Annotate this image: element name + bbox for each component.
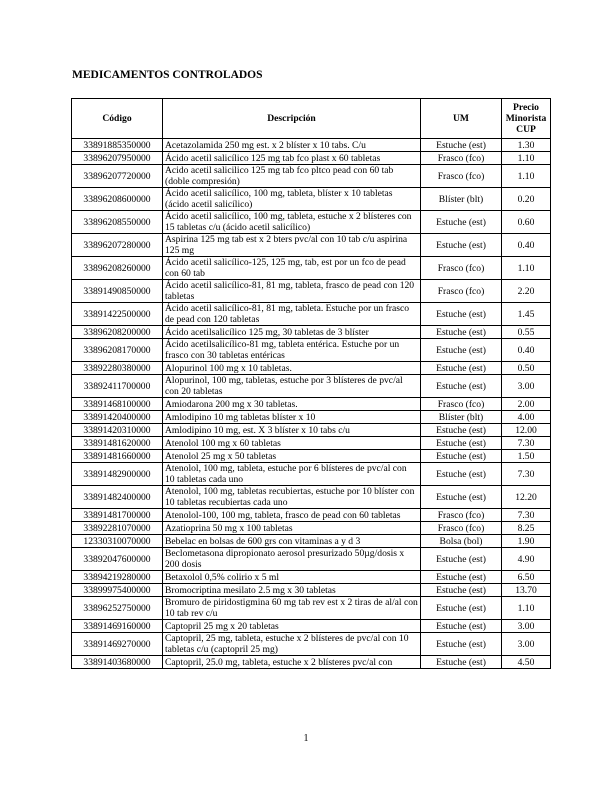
cell-um: Frasco (fco) xyxy=(421,280,502,303)
cell-code: 33892280380000 xyxy=(72,362,163,375)
cell-price: 1.30 xyxy=(502,139,551,152)
header-code: Código xyxy=(72,99,163,139)
table-row xyxy=(72,375,551,398)
cell-um: Estuche (est) xyxy=(421,571,502,584)
table-row xyxy=(72,398,551,411)
table-row xyxy=(72,584,551,597)
cell-um: Frasco (fco) xyxy=(421,257,502,280)
cell-um: Frasco (fco) xyxy=(421,522,502,535)
cell-description: Ácido acetil salicílico 125 mg tab fco plast x 60 tabletas xyxy=(163,152,421,165)
cell-um: Estuche (est) xyxy=(421,597,502,620)
cell-um: Estuche (est) xyxy=(421,139,502,152)
header-description: Descripción xyxy=(163,99,421,139)
table-row xyxy=(72,362,551,375)
cell-description: Amiodarona 200 mg x 30 tabletas. xyxy=(163,398,421,411)
cell-description: Captopril 25 mg x 20 tabletas xyxy=(163,620,421,633)
cell-description: Ácido acetil salicílico, 100 mg, tableta, blíster x 10 tabletas (ácido acetil salicílico) xyxy=(163,188,421,211)
table-row xyxy=(72,257,551,280)
cell-um: Estuche (est) xyxy=(421,362,502,375)
cell-description: Bebelac en bolsas de 600 grs con vitaminas a y d 3 xyxy=(163,535,421,548)
cell-um: Frasco (fco) xyxy=(421,398,502,411)
cell-code: 33891403680000 xyxy=(72,656,163,669)
cell-code: 33891885350000 xyxy=(72,139,163,152)
cell-code: 33891490850000 xyxy=(72,280,163,303)
cell-code: 33891469270000 xyxy=(72,633,163,656)
cell-description: Bromuro de piridostigmina 60 mg tab rev est x 2 tiras de al/al con 10 tab rev c/u xyxy=(163,597,421,620)
cell-um: Estuche (est) xyxy=(421,437,502,450)
cell-um: Estuche (est) xyxy=(421,375,502,398)
cell-code: 33892411700000 xyxy=(72,375,163,398)
cell-code: 33891481660000 xyxy=(72,450,163,463)
cell-um: Estuche (est) xyxy=(421,450,502,463)
table-row xyxy=(72,548,551,571)
cell-price: 12.00 xyxy=(502,424,551,437)
cell-description: Atenolol 25 mg x 50 tabletas xyxy=(163,450,421,463)
cell-description: Acido acetil salicilico 125 mg tab fco pltco pead con 60 tab (doble compresión) xyxy=(163,165,421,188)
cell-code: 33891469160000 xyxy=(72,620,163,633)
table-row xyxy=(72,437,551,450)
cell-price: 7.30 xyxy=(502,463,551,486)
cell-price: 3.00 xyxy=(502,620,551,633)
cell-um: Estuche (est) xyxy=(421,424,502,437)
cell-um: Blíster (blt) xyxy=(421,411,502,424)
cell-um: Blíster (blt) xyxy=(421,188,502,211)
cell-code: 33891422500000 xyxy=(72,303,163,326)
cell-price: 7.30 xyxy=(502,509,551,522)
cell-price: 4.00 xyxy=(502,411,551,424)
cell-price: 3.00 xyxy=(502,633,551,656)
cell-price: 1.10 xyxy=(502,165,551,188)
table-row xyxy=(72,411,551,424)
cell-description: Azatioprina 50 mg x 100 tabletas xyxy=(163,522,421,535)
cell-price: 4.50 xyxy=(502,656,551,669)
cell-description: Atenolol, 100 mg, tableta, estuche por 6 blísteres de pvc/al con 10 tabletas cada uno xyxy=(163,463,421,486)
cell-um: Estuche (est) xyxy=(421,633,502,656)
cell-um: Bolsa (bol) xyxy=(421,535,502,548)
cell-price: 1.90 xyxy=(502,535,551,548)
cell-code: 33896207950000 xyxy=(72,152,163,165)
cell-description: Atenolol, 100 mg, tabletas recubiertas, estuche por 10 blíster con 10 tabletas recubiertas cada uno xyxy=(163,486,421,509)
cell-price: 1.10 xyxy=(502,597,551,620)
table-row xyxy=(72,188,551,211)
cell-code: 33894219280000 xyxy=(72,571,163,584)
cell-code: 33892047600000 xyxy=(72,548,163,571)
table-row xyxy=(72,463,551,486)
cell-um: Estuche (est) xyxy=(421,326,502,339)
table-body xyxy=(72,139,551,669)
cell-um: Estuche (est) xyxy=(421,463,502,486)
cell-price: 1.50 xyxy=(502,450,551,463)
cell-um: Estuche (est) xyxy=(421,486,502,509)
table-row xyxy=(72,656,551,669)
cell-description: Alopurinol, 100 mg, tabletas, estuche por 3 blísteres de pvc/al con 20 tabletas xyxy=(163,375,421,398)
cell-um: Estuche (est) xyxy=(421,211,502,234)
cell-code: 33892281070000 xyxy=(72,522,163,535)
cell-code: 33891420310000 xyxy=(72,424,163,437)
cell-description: Atenolol 100 mg x 60 tabletas xyxy=(163,437,421,450)
cell-description: Aspirina 125 mg tab est x 2 bters pvc/al con 10 tab c/u aspirina 125 mg xyxy=(163,234,421,257)
cell-description: Ácido acetil salicílico-81, 81 mg, tableta, frasco de pead con 120 tabletas xyxy=(163,280,421,303)
table-row xyxy=(72,152,551,165)
cell-price: 6.50 xyxy=(502,571,551,584)
cell-um: Estuche (est) xyxy=(421,339,502,362)
cell-price: 1.10 xyxy=(502,152,551,165)
table-row xyxy=(72,234,551,257)
table-row xyxy=(72,633,551,656)
cell-price: 7.30 xyxy=(502,437,551,450)
cell-description: Alopurinol 100 mg x 10 tabletas. xyxy=(163,362,421,375)
cell-code: 33896208170000 xyxy=(72,339,163,362)
cell-code: 12330310070000 xyxy=(72,535,163,548)
page-title: MEDICAMENTOS CONTROLADOS xyxy=(72,69,263,81)
cell-um: Frasco (fco) xyxy=(421,509,502,522)
cell-code: 33891482400000 xyxy=(72,486,163,509)
table-row xyxy=(72,597,551,620)
cell-price: 12.20 xyxy=(502,486,551,509)
cell-description: Ácido acetilsalicílico-81 mg, tableta entérica. Estuche por un frasco con 30 tabletas entéricas xyxy=(163,339,421,362)
cell-description: Ácido acetilsalicílico 125 mg, 30 tabletas de 3 blíster xyxy=(163,326,421,339)
cell-code: 33896208260000 xyxy=(72,257,163,280)
cell-code: 33899975400000 xyxy=(72,584,163,597)
cell-code: 33891420400000 xyxy=(72,411,163,424)
table-row xyxy=(72,339,551,362)
cell-code: 33891468100000 xyxy=(72,398,163,411)
cell-code: 33891481620000 xyxy=(72,437,163,450)
cell-code: 33896207280000 xyxy=(72,234,163,257)
cell-price: 4.90 xyxy=(502,548,551,571)
cell-um: Estuche (est) xyxy=(421,234,502,257)
cell-um: Estuche (est) xyxy=(421,584,502,597)
cell-um: Estuche (est) xyxy=(421,303,502,326)
cell-price: 1.10 xyxy=(502,257,551,280)
table-row xyxy=(72,522,551,535)
cell-description: Captopril, 25 mg, tableta, estuche x 2 blísteres de pvc/al con 10 tabletas c/u (captopril 25 mg) xyxy=(163,633,421,656)
cell-price: 0.20 xyxy=(502,188,551,211)
table-row xyxy=(72,280,551,303)
cell-price: 0.50 xyxy=(502,362,551,375)
cell-price: 2.00 xyxy=(502,398,551,411)
cell-code: 33896252750000 xyxy=(72,597,163,620)
cell-description: Betaxolol 0,5% colirio x 5 ml xyxy=(163,571,421,584)
table-row xyxy=(72,139,551,152)
table-row xyxy=(72,326,551,339)
medications-table xyxy=(71,98,551,669)
header-price: Precio Minorista CUP xyxy=(502,99,551,139)
table-row xyxy=(72,424,551,437)
cell-code: 33891482900000 xyxy=(72,463,163,486)
cell-code: 33891481700000 xyxy=(72,509,163,522)
cell-description: Acetazolamida 250 mg est. x 2 blíster x 10 tabs. C/u xyxy=(163,139,421,152)
cell-um: Estuche (est) xyxy=(421,620,502,633)
cell-description: Amlodipino 10 mg, est. X 3 blíster x 10 tabs c/u xyxy=(163,424,421,437)
table-row xyxy=(72,620,551,633)
table-row xyxy=(72,571,551,584)
table-row xyxy=(72,535,551,548)
table-row xyxy=(72,509,551,522)
cell-price: 2.20 xyxy=(502,280,551,303)
header-um: UM xyxy=(421,99,502,139)
cell-code: 33896208550000 xyxy=(72,211,163,234)
cell-price: 0.40 xyxy=(502,234,551,257)
cell-code: 33896208600000 xyxy=(72,188,163,211)
cell-um: Estuche (est) xyxy=(421,548,502,571)
cell-description: Captopril, 25.0 mg, tableta, estuche x 2 blísteres pvc/al con xyxy=(163,656,421,669)
table-row xyxy=(72,211,551,234)
table-header-row xyxy=(72,99,551,139)
cell-price: 0.55 xyxy=(502,326,551,339)
cell-description: Ácido acetil salicílico, 100 mg, tableta, estuche x 2 blísteres con 15 tabletas c/u (ácido acetil salicílico) xyxy=(163,211,421,234)
cell-price: 0.40 xyxy=(502,339,551,362)
cell-description: Beclometasona dipropionato aerosol presurizado 50µg/dosis x 200 dosis xyxy=(163,548,421,571)
cell-price: 8.25 xyxy=(502,522,551,535)
cell-um: Frasco (fco) xyxy=(421,152,502,165)
table-row xyxy=(72,486,551,509)
cell-description: Bromocriptina mesilato 2.5 mg x 30 tabletas xyxy=(163,584,421,597)
table-row xyxy=(72,165,551,188)
cell-um: Estuche (est) xyxy=(421,656,502,669)
cell-price: 13.70 xyxy=(502,584,551,597)
cell-description: Atenolol-100, 100 mg, tableta, frasco de pead con 60 tabletas xyxy=(163,509,421,522)
cell-price: 0.60 xyxy=(502,211,551,234)
cell-price: 3.00 xyxy=(502,375,551,398)
cell-price: 1.45 xyxy=(502,303,551,326)
cell-code: 33896208200000 xyxy=(72,326,163,339)
cell-description: Amlodipino 10 mg tabletas blíster x 10 xyxy=(163,411,421,424)
cell-code: 33896207720000 xyxy=(72,165,163,188)
table-row xyxy=(72,303,551,326)
cell-description: Ácido acetil salicílico-81, 81 mg, tableta. Estuche por un frasco de pead con 120 tabletas xyxy=(163,303,421,326)
table-row xyxy=(72,450,551,463)
cell-um: Frasco (fco) xyxy=(421,165,502,188)
cell-description: Ácido acetil salicílico-125, 125 mg, tab, est por un fco de pead con 60 tab xyxy=(163,257,421,280)
page-number: 1 xyxy=(303,733,309,744)
